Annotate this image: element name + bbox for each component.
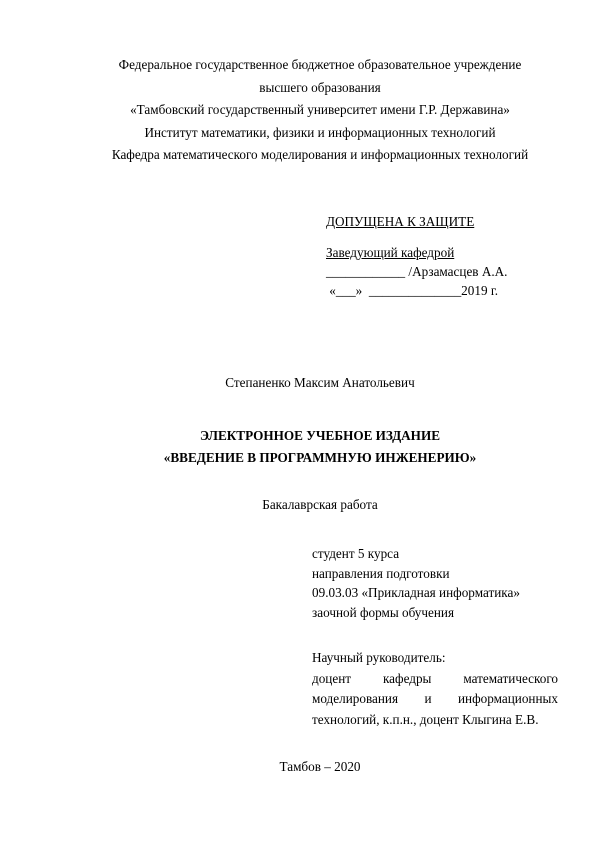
header-line-department: Кафедра математического моделирования и информационных технологий [111, 147, 529, 162]
approval-gap [326, 231, 586, 243]
header-line-university: «Тамбовский государственный университет имени Г.Р. Державина» [130, 102, 510, 117]
student-direction-code: 09.03.03 «Прикладная информатика» [312, 585, 520, 600]
institution-header [60, 54, 580, 167]
approval-date: «___» ______________2019 г. [326, 283, 499, 298]
author-name: Степаненко Максим Анатольевич [225, 375, 415, 390]
work-title [60, 425, 580, 469]
supervisor-line-1: доцент кафедры математического [312, 670, 558, 686]
student-direction-label: направления подготовки [312, 565, 450, 581]
work-type: Бакалаврская работа [262, 497, 378, 512]
student-info [312, 544, 558, 622]
work-title-line-2: «ВВЕДЕНИЕ В ПРОГРАММНУЮ ИНЖЕНЕРИЮ» [163, 450, 477, 465]
supervisor-label: Научный руководитель: [312, 650, 446, 665]
approval-title: ДОПУЩЕНА К ЗАЩИТЕ [326, 214, 475, 229]
work-title-line-1: ЭЛЕКТРОННОЕ УЧЕБНОЕ ИЗДАНИЕ [200, 428, 440, 443]
supervisor-line-2: моделирования и информационных [312, 691, 558, 706]
header-line-organization-type: Федеральное государственное бюджетное образовательное учреждение [118, 57, 522, 72]
approval-signature: ____________ /Арзамасцев А.А. [326, 264, 508, 279]
supervisor-info [312, 648, 558, 730]
supervisor-line-3: технологий, к.п.н., доцент Клыгина Е.В. [312, 711, 539, 727]
student-course: студент 5 курса [312, 546, 400, 561]
header-line-institute: Институт математики, физики и информационных технологий [144, 124, 496, 140]
student-study-form: заочной формы обучения [312, 604, 455, 620]
city-year: Тамбов – 2020 [279, 759, 361, 774]
approval-role: Заведующий кафедрой [326, 245, 455, 260]
header-line-education-level: высшего образования [259, 79, 381, 95]
approval-block [326, 212, 586, 300]
